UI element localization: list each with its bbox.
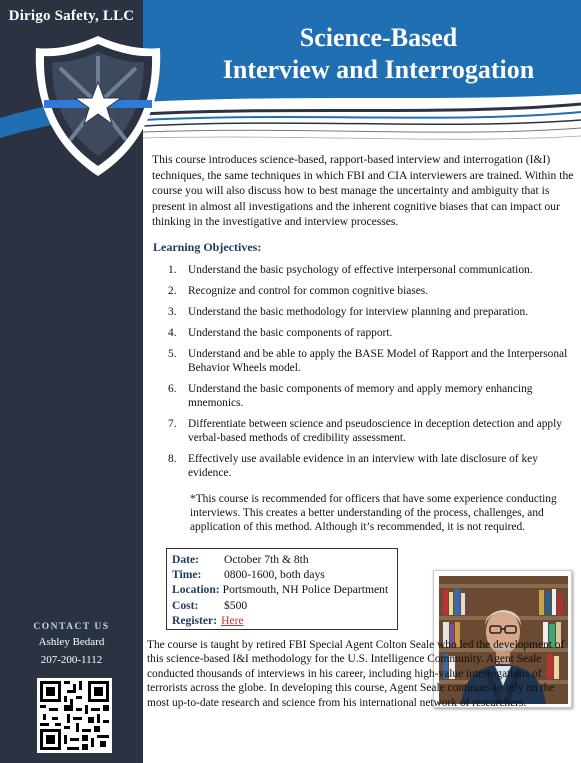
contact-phone: 207-200-1112 <box>40 654 103 666</box>
contact-label: CONTACT US <box>33 622 110 632</box>
objective-text: Recognize and control for common cognitive biases. <box>188 285 429 297</box>
objective-number: 1. <box>168 264 177 276</box>
instructor-bio <box>147 638 567 710</box>
objective-text: Understand the basic components of rapport. <box>188 327 393 339</box>
course-info-box <box>166 548 398 630</box>
date-label: Date: <box>172 553 200 566</box>
register-label: Register: <box>172 613 218 627</box>
page-title <box>176 22 581 86</box>
objective-item <box>168 452 568 480</box>
objective-item <box>168 417 568 445</box>
objective-text: Understand the basic methodology for interview planning and preparation. <box>188 306 529 318</box>
objective-item <box>168 263 568 277</box>
time-value: 0800-1600, both days <box>224 568 325 582</box>
objective-item <box>168 284 568 298</box>
cost-value: $500 <box>224 598 248 612</box>
date-row <box>172 552 392 567</box>
bio-paragraph: The course is taught by retired FBI Special Agent Colton Seale who led the development of this science-based I&I methodology for the U.S. Intelligence Community. Agent Seale conducted thousands of interviews in his career, including high-value interrogations of terrorists across the globe. In developing this course, Agent Seale continues to rely on the most up-to-date research and science from his international network of researchers. <box>147 639 565 709</box>
objective-text: Effectively use available evidence in an interview with late disclosure of key evidence. <box>188 453 538 479</box>
location-row <box>172 582 392 597</box>
time-label: Time: <box>172 568 202 582</box>
cost-label: Cost: <box>172 598 199 612</box>
objective-number: 6. <box>168 383 177 395</box>
objective-number: 2. <box>168 285 177 297</box>
contact-block <box>0 622 143 668</box>
company-name: Dirigo Safety, LLC <box>8 8 135 24</box>
intro-paragraph: This course introduces science-based, rapport-based interview and interrogation (I&I) techniques, the same techniques in which FBI and CIA interviewers are trained. Within the course you will also discuss how to best manage the uncertainty and ambiguity that is present in almost all investigations and the inherent cognitive biases that can impact our thinking in the investigative and interview processes. <box>152 153 574 229</box>
cost-row <box>172 598 392 613</box>
objective-text: Understand the basic psychology of effective interpersonal communication. <box>188 264 533 276</box>
location-value: Portsmouth, NH Police Department <box>222 583 389 597</box>
register-link[interactable]: Here <box>221 613 244 627</box>
objective-item <box>168 305 568 319</box>
objective-item <box>168 382 568 410</box>
objective-number: 8. <box>168 453 177 465</box>
objective-number: 3. <box>168 306 177 318</box>
objective-item <box>168 326 568 340</box>
objective-number: 4. <box>168 327 177 339</box>
objective-number: 5. <box>168 348 177 360</box>
contact-name: Ashley Bedard <box>38 636 105 648</box>
objectives-heading: Learning Objectives: <box>153 240 262 254</box>
shield-badge-logo <box>30 32 166 180</box>
title-line-2: Interview and Interrogation <box>222 55 535 84</box>
objectives-list <box>168 263 568 487</box>
date-value: October 7th & 8th <box>224 553 309 566</box>
title-line-1: Science-Based <box>299 23 458 52</box>
recommendation-note: *This course is recommended for officers that have some experience conducting interviews. This creates a better understanding of the process, challenges, and application of this method. Although it’s recommended, it is not required. <box>190 493 557 533</box>
time-row <box>172 567 392 582</box>
qr-code <box>37 678 112 753</box>
register-row <box>172 613 392 628</box>
objective-text: Understand and be able to apply the BASE Model of Rapport and the Interpersonal Behavior Wheels model. <box>188 348 568 374</box>
objective-item <box>168 347 568 375</box>
objective-text: Understand the basic components of memory and apply memory enhancing mnemonics. <box>188 383 533 409</box>
svg-text:TM: TM <box>142 49 153 56</box>
objective-number: 7. <box>168 418 177 430</box>
objective-text: Differentiate between science and pseudoscience in deception detection and apply verbal-based methods of credibility assessment. <box>188 418 562 444</box>
location-label: Location: <box>172 583 220 597</box>
